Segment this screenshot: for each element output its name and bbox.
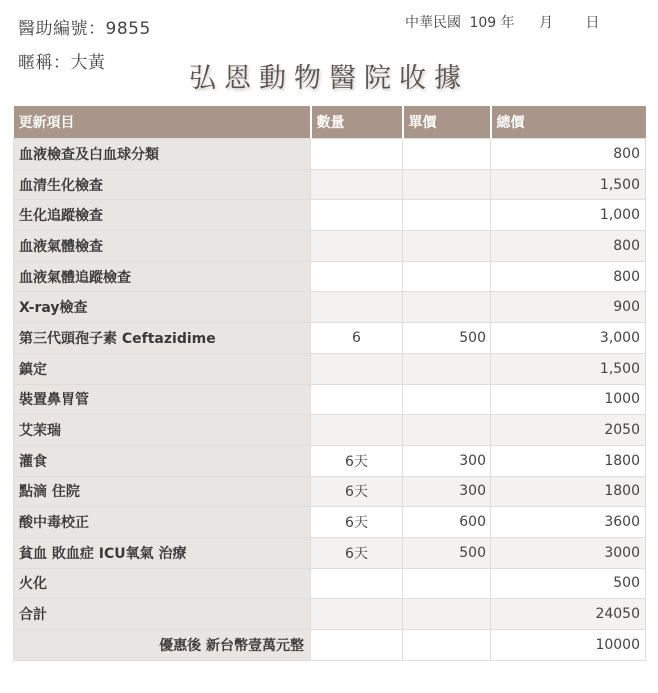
column-header-qty: 數量 <box>311 106 403 139</box>
date-year: 109 年 <box>469 15 515 31</box>
discount-label: 優惠後 新台幣壹萬元整 <box>14 630 311 661</box>
unit-price-cell <box>403 200 491 231</box>
table-row <box>14 476 646 507</box>
total-cell: 1800 <box>491 445 646 476</box>
date-day: 日 <box>585 15 600 31</box>
item-cell: 血液氣體檢查 <box>14 231 311 262</box>
table-row <box>14 169 646 200</box>
table-row <box>14 507 646 538</box>
discount-total: 10000 <box>491 630 646 661</box>
unit-price-cell: 500 <box>403 537 491 568</box>
item-cell: 血液氣體追蹤檢查 <box>14 261 311 292</box>
total-cell: 1,500 <box>491 169 646 200</box>
item-cell: 灌食 <box>14 445 311 476</box>
table-row <box>14 537 646 568</box>
qty-cell: 6天 <box>311 537 403 568</box>
unit-price-cell <box>403 231 491 262</box>
unit-price-cell <box>403 353 491 384</box>
item-cell: 血清生化檢查 <box>14 169 311 200</box>
item-cell: 生化追蹤檢查 <box>14 200 311 231</box>
table-row <box>14 568 646 599</box>
sum-label: 合計 <box>14 599 311 630</box>
qty-cell <box>311 599 403 630</box>
table-row <box>14 415 646 446</box>
item-cell: 貧血 敗血症 ICU氧氣 治療 <box>14 537 311 568</box>
item-cell: X-ray檢查 <box>14 292 311 323</box>
table-row <box>14 292 646 323</box>
qty-cell <box>311 261 403 292</box>
qty-cell <box>311 169 403 200</box>
sum-row <box>14 599 646 630</box>
qty-cell <box>311 384 403 415</box>
total-cell: 1000 <box>491 384 646 415</box>
receipt-date <box>405 12 600 32</box>
discount-row <box>14 630 646 661</box>
item-cell: 血液檢查及白血球分類 <box>14 139 311 170</box>
table-row <box>14 200 646 231</box>
qty-cell <box>311 568 403 599</box>
unit-price-cell: 300 <box>403 445 491 476</box>
qty-cell <box>311 415 403 446</box>
unit-price-cell <box>403 292 491 323</box>
total-cell: 3000 <box>491 537 646 568</box>
item-cell: 酸中毒校正 <box>14 507 311 538</box>
date-month: 月 <box>539 15 554 31</box>
item-cell: 艾茉瑞 <box>14 415 311 446</box>
total-cell: 1,500 <box>491 353 646 384</box>
total-cell: 800 <box>491 231 646 262</box>
item-cell: 第三代頭孢子素 Ceftazidime <box>14 323 311 354</box>
unit-price-cell <box>403 599 491 630</box>
qty-cell: 6 <box>311 323 403 354</box>
page-title: 弘恩動物醫院收據 <box>189 63 469 94</box>
date-era: 中華民國 <box>405 15 461 31</box>
table-header-row <box>14 106 646 139</box>
total-cell: 3,000 <box>491 323 646 354</box>
table-row <box>14 139 646 170</box>
item-cell: 鎮定 <box>14 353 311 384</box>
item-cell: 火化 <box>14 568 311 599</box>
qty-cell: 6天 <box>311 507 403 538</box>
total-cell: 900 <box>491 292 646 323</box>
unit-price-cell <box>403 261 491 292</box>
column-header-item: 更新項目 <box>14 106 311 139</box>
table-row <box>14 384 646 415</box>
unit-price-cell <box>403 169 491 200</box>
qty-cell <box>311 292 403 323</box>
receipt-table <box>13 106 646 661</box>
qty-cell <box>311 200 403 231</box>
table-row <box>14 261 646 292</box>
qty-cell: 6天 <box>311 476 403 507</box>
table-row <box>14 323 646 354</box>
nickname: 暱稱：大黃 <box>18 53 106 73</box>
unit-price-cell: 500 <box>403 323 491 354</box>
total-cell: 1800 <box>491 476 646 507</box>
item-cell: 點滴 住院 <box>14 476 311 507</box>
unit-price-cell <box>403 630 491 661</box>
qty-cell <box>311 139 403 170</box>
table-row <box>14 353 646 384</box>
qty-cell <box>311 630 403 661</box>
unit-price-cell <box>403 415 491 446</box>
total-cell: 500 <box>491 568 646 599</box>
column-header-total: 總價 <box>491 106 646 139</box>
unit-price-cell: 600 <box>403 507 491 538</box>
table-row <box>14 445 646 476</box>
sum-total: 24050 <box>491 599 646 630</box>
total-cell: 3600 <box>491 507 646 538</box>
unit-price-cell <box>403 139 491 170</box>
qty-cell: 6天 <box>311 445 403 476</box>
total-cell: 1,000 <box>491 200 646 231</box>
item-cell: 裝置鼻胃管 <box>14 384 311 415</box>
total-cell: 800 <box>491 139 646 170</box>
total-cell: 800 <box>491 261 646 292</box>
unit-price-cell: 300 <box>403 476 491 507</box>
unit-price-cell <box>403 568 491 599</box>
qty-cell <box>311 353 403 384</box>
qty-cell <box>311 231 403 262</box>
column-header-unit-price: 單價 <box>403 106 491 139</box>
record-id: 醫助編號：9855 <box>18 19 151 39</box>
unit-price-cell <box>403 384 491 415</box>
total-cell: 2050 <box>491 415 646 446</box>
table-row <box>14 231 646 262</box>
